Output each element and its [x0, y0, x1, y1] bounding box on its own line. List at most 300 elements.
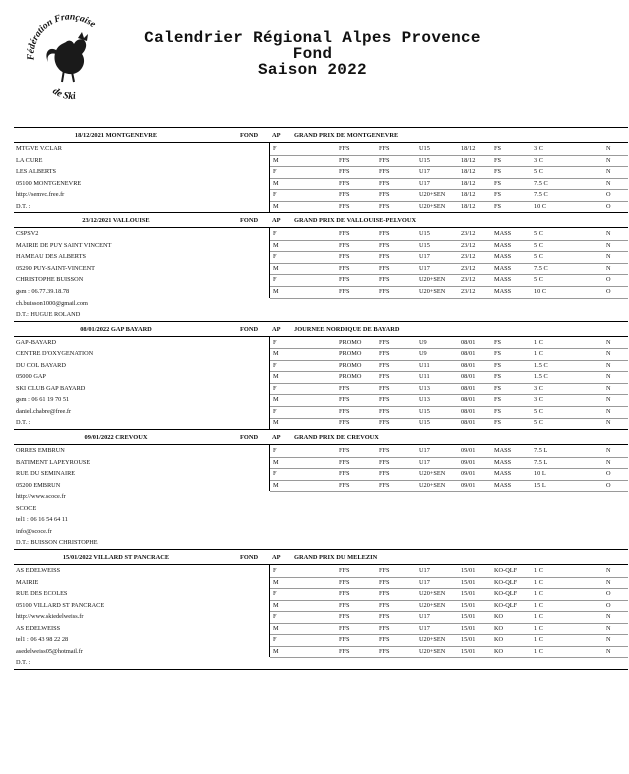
event-header	[14, 549, 628, 565]
row-divider	[270, 166, 628, 167]
race-format: FS	[494, 338, 502, 346]
race-federation: FFS	[379, 601, 390, 609]
race-date: 15/01	[461, 636, 476, 644]
race-level: FFS	[339, 179, 350, 187]
table-row	[14, 565, 628, 577]
row-divider	[270, 600, 628, 601]
race-distance: 5 C	[534, 230, 543, 238]
organizer-info: MAIRIE DE PUY SAINT VINCENT	[16, 241, 112, 249]
race-format: MASS	[494, 253, 512, 261]
event-block	[14, 549, 628, 669]
event-rows	[14, 565, 628, 669]
row-divider	[270, 155, 628, 156]
race-federation: FFS	[379, 191, 390, 199]
table-row	[14, 286, 628, 298]
race-distance: 5 C	[534, 407, 543, 415]
table-row	[14, 657, 628, 669]
race-federation: FFS	[379, 202, 390, 210]
race-federation: FFS	[379, 407, 390, 415]
race-category: U20+SEN	[419, 636, 446, 644]
race-sex: F	[273, 276, 277, 284]
table-row	[14, 445, 628, 457]
race-federation: FFS	[379, 338, 390, 346]
rooster-emblem-icon	[24, 10, 114, 100]
race-format: KO-QLF	[494, 566, 518, 574]
organizer-info: http://www.skiedelweiss.fr	[16, 613, 84, 621]
race-flag: N	[606, 407, 611, 415]
organizer-info: SKI CLUB GAP BAYARD	[16, 384, 86, 392]
event-discipline: FOND	[240, 132, 259, 139]
race-level: FFS	[339, 601, 350, 609]
race-level: FFS	[339, 636, 350, 644]
race-category: U17	[419, 624, 430, 632]
organizer-info: D.T. :	[16, 659, 31, 667]
race-federation: FFS	[379, 447, 390, 455]
race-level: PROMO	[339, 361, 362, 369]
table-row	[14, 143, 628, 155]
table-row	[14, 383, 628, 395]
race-format: FS	[494, 202, 502, 210]
table-row	[14, 588, 628, 600]
race-level: PROMO	[339, 338, 362, 346]
race-date: 18/12	[461, 191, 476, 199]
race-flag: N	[606, 168, 611, 176]
organizer-info: info@scoce.fr	[16, 527, 52, 535]
race-flag: N	[606, 373, 611, 381]
race-date: 23/12	[461, 264, 476, 272]
race-sex: F	[273, 613, 277, 621]
race-flag: N	[606, 578, 611, 586]
race-sex: M	[273, 202, 279, 210]
table-row	[14, 360, 628, 372]
table-row	[14, 611, 628, 623]
race-level: FFS	[339, 396, 350, 404]
event-block	[14, 128, 628, 212]
race-date: 18/12	[461, 179, 476, 187]
race-flag: N	[606, 338, 611, 346]
race-level: FFS	[339, 288, 350, 296]
calendar-table	[14, 127, 628, 670]
race-category: U11	[419, 361, 430, 369]
race-distance: 1 C	[534, 566, 543, 574]
race-format: FS	[494, 361, 502, 369]
race-sex: M	[273, 647, 279, 655]
race-format: FS	[494, 407, 502, 415]
race-federation: FFS	[379, 384, 390, 392]
race-category: U17	[419, 264, 430, 272]
race-category: U17	[419, 578, 430, 586]
race-sex: F	[273, 191, 277, 199]
race-flag: N	[606, 230, 611, 238]
organizer-info: ch.buisson1000@gmail.com	[16, 299, 88, 307]
table-row	[14, 646, 628, 658]
race-format: KO	[494, 624, 504, 632]
organizer-info: MTGVE V.CLAR	[16, 145, 62, 152]
race-federation: FFS	[379, 361, 390, 369]
race-date: 18/12	[461, 168, 476, 176]
race-sex: M	[273, 458, 279, 466]
organizer-info: AS EDELWEISS	[16, 566, 61, 574]
race-flag: N	[606, 647, 611, 655]
race-distance: 3 C	[534, 145, 543, 152]
race-date: 15/01	[461, 590, 476, 598]
race-sex: F	[273, 361, 277, 369]
title-line-1: Calendrier Régional Alpes Provence	[144, 29, 481, 47]
race-distance: 5 C	[534, 168, 543, 176]
row-divider	[270, 418, 628, 419]
race-date: 08/01	[461, 350, 476, 358]
row-divider	[270, 588, 628, 589]
race-flag: N	[606, 458, 611, 466]
table-row	[14, 263, 628, 275]
race-date: 15/01	[461, 624, 476, 632]
race-level: FFS	[339, 156, 350, 164]
race-sex: M	[273, 578, 279, 586]
race-category: U20+SEN	[419, 276, 446, 284]
race-flag: N	[606, 361, 611, 369]
table-row	[14, 251, 628, 263]
race-category: U9	[419, 350, 427, 358]
race-date: 15/01	[461, 601, 476, 609]
event-date-place: 09/01/2022 CREVOUX	[84, 434, 148, 442]
organizer-info: 05100 VILLARD ST PANCRACE	[16, 601, 105, 609]
race-level: FFS	[339, 566, 350, 574]
race-level: FFS	[339, 191, 350, 199]
race-federation: FFS	[379, 253, 390, 261]
table-row	[14, 634, 628, 646]
race-category: U9	[419, 338, 427, 346]
race-federation: FFS	[379, 636, 390, 644]
race-date: 18/12	[461, 202, 476, 210]
race-level: FFS	[339, 145, 350, 152]
event-name: GRAND PRIX DE VALLOUISE-PELVOUX	[294, 217, 417, 225]
race-sex: M	[273, 373, 279, 381]
row-divider	[270, 468, 628, 469]
table-row	[14, 240, 628, 252]
race-distance: 10 C	[534, 202, 547, 210]
row-divider	[270, 394, 628, 395]
logo-text-top: Fédération Française	[25, 11, 98, 61]
table-row	[14, 371, 628, 383]
race-sex: M	[273, 350, 279, 358]
race-level: FFS	[339, 590, 350, 598]
event-header	[14, 429, 628, 445]
race-sex: M	[273, 241, 279, 249]
race-category: U20+SEN	[419, 191, 446, 199]
race-format: KO	[494, 647, 504, 655]
race-sex: F	[273, 447, 277, 455]
race-date: 08/01	[461, 361, 476, 369]
race-date: 08/01	[461, 396, 476, 404]
race-date: 08/01	[461, 407, 476, 415]
organizer-info: tel1 : 06 43 98 22 28	[16, 636, 69, 644]
race-federation: FFS	[379, 590, 390, 598]
race-format: FS	[494, 191, 502, 199]
title-line-2: Fond	[292, 45, 333, 63]
table-row	[14, 348, 628, 360]
table-row	[14, 480, 628, 492]
race-level: FFS	[339, 419, 350, 427]
table-row	[14, 178, 628, 190]
race-federation: FFS	[379, 481, 390, 489]
race-distance: 7.5 L	[534, 447, 548, 455]
race-format: FS	[494, 396, 502, 404]
race-sex: F	[273, 470, 277, 478]
race-date: 08/01	[461, 419, 476, 427]
race-level: FFS	[339, 168, 350, 176]
event-ap: AP	[272, 217, 281, 225]
race-format: FS	[494, 350, 502, 358]
organizer-info: http://semvc.free.fr	[16, 191, 65, 199]
row-divider	[270, 480, 628, 481]
table-row	[14, 274, 628, 286]
race-sex: F	[273, 253, 277, 261]
race-flag: O	[606, 470, 611, 478]
organizer-info: http://www.scoce.fr	[16, 493, 66, 501]
organizer-info: 05100 MONTGENEVRE	[16, 179, 82, 187]
race-flag: N	[606, 156, 611, 164]
race-date: 18/12	[461, 145, 476, 152]
race-format: MASS	[494, 230, 512, 238]
race-category: U15	[419, 241, 430, 249]
race-category: U17	[419, 168, 430, 176]
race-federation: FFS	[379, 396, 390, 404]
table-row	[14, 577, 628, 589]
race-category: U20+SEN	[419, 601, 446, 609]
event-date-place: 15/01/2022 VILLARD ST PANCRACE	[62, 553, 170, 561]
row-divider	[270, 634, 628, 635]
event-rows	[14, 143, 628, 212]
event-rows	[14, 445, 628, 549]
race-distance: 7.5 C	[534, 264, 548, 272]
event-block	[14, 321, 628, 429]
race-category: U15	[419, 230, 430, 238]
race-date: 09/01	[461, 447, 476, 455]
organizer-info: LES ALBERTS	[16, 168, 57, 176]
row-divider	[270, 646, 628, 647]
race-format: FS	[494, 384, 502, 392]
table-row	[14, 228, 628, 240]
row-divider	[270, 360, 628, 361]
event-discipline: FOND	[240, 217, 259, 225]
race-level: FFS	[339, 647, 350, 655]
race-federation: FFS	[379, 264, 390, 272]
race-sex: F	[273, 384, 277, 392]
race-distance: 3 C	[534, 384, 543, 392]
organizer-info: HAMEAU DES ALBERTS	[16, 253, 86, 261]
race-category: U15	[419, 156, 430, 164]
table-row	[14, 600, 628, 612]
race-level: PROMO	[339, 350, 362, 358]
race-flag: N	[606, 624, 611, 632]
race-sex: M	[273, 601, 279, 609]
race-category: U17	[419, 253, 430, 261]
race-format: FS	[494, 179, 502, 187]
race-format: KO-QLF	[494, 578, 518, 586]
table-row	[14, 309, 628, 321]
race-category: U15	[419, 407, 430, 415]
race-distance: 1.5 C	[534, 373, 548, 381]
race-federation: FFS	[379, 647, 390, 655]
race-sex: M	[273, 179, 279, 187]
race-level: FFS	[339, 230, 350, 238]
race-sex: F	[273, 338, 277, 346]
race-date: 23/12	[461, 288, 476, 296]
race-format: FS	[494, 419, 502, 427]
race-format: MASS	[494, 241, 512, 249]
event-name: GRAND PRIX DE CREVOUX	[294, 434, 379, 442]
race-federation: FFS	[379, 288, 390, 296]
table-row	[14, 189, 628, 201]
race-flag: N	[606, 566, 611, 574]
race-distance: 15 L	[534, 481, 546, 489]
race-level: FFS	[339, 613, 350, 621]
race-category: U15	[419, 145, 430, 152]
table-row	[14, 514, 628, 526]
table-row	[14, 201, 628, 213]
race-flag: O	[606, 202, 611, 210]
event-header	[14, 212, 628, 228]
race-format: KO	[494, 636, 504, 644]
row-divider	[270, 491, 628, 492]
event-ap: AP	[272, 132, 281, 139]
organizer-info: D.T. :	[16, 419, 31, 427]
event-discipline: FOND	[240, 325, 259, 333]
event-name: GRAND PRIX DU MELEZIN	[294, 553, 378, 561]
page-title	[120, 30, 505, 78]
event-ap: AP	[272, 325, 281, 333]
race-category: U15	[419, 419, 430, 427]
race-distance: 5 C	[534, 253, 543, 261]
race-sex: F	[273, 590, 277, 598]
row-divider	[270, 457, 628, 458]
race-federation: FFS	[379, 624, 390, 632]
race-distance: 7.5 C	[534, 191, 548, 199]
race-level: PROMO	[339, 373, 362, 381]
race-sex: M	[273, 481, 279, 489]
race-level: FFS	[339, 447, 350, 455]
race-format: FS	[494, 156, 502, 164]
organizer-info: D.T. :	[16, 202, 31, 210]
event-block	[14, 212, 628, 320]
event-header	[14, 128, 628, 143]
organizer-info: 05200 EMBRUN	[16, 481, 61, 489]
row-divider	[270, 611, 628, 612]
race-format: MASS	[494, 458, 512, 466]
organizer-info: tel1 : 06 16 54 64 11	[16, 516, 68, 524]
race-date: 23/12	[461, 241, 476, 249]
race-format: MASS	[494, 470, 512, 478]
organizer-info: D.T.: HUGUE ROLAND	[16, 311, 81, 319]
race-format: FS	[494, 168, 502, 176]
race-level: FFS	[339, 458, 350, 466]
race-category: U20+SEN	[419, 470, 446, 478]
race-sex: M	[273, 396, 279, 404]
organizer-info: LA CURE	[16, 156, 43, 164]
race-flag: O	[606, 276, 611, 284]
race-distance: 1 C	[534, 601, 543, 609]
race-level: FFS	[339, 276, 350, 284]
race-distance: 1 C	[534, 578, 543, 586]
race-level: FFS	[339, 470, 350, 478]
row-divider	[270, 263, 628, 264]
title-line-3: Saison 2022	[258, 61, 367, 79]
table-row	[14, 468, 628, 480]
table-row	[14, 503, 628, 515]
race-distance: 7.5 L	[534, 458, 548, 466]
race-format: MASS	[494, 481, 512, 489]
race-sex: M	[273, 288, 279, 296]
race-distance: 7.5 C	[534, 179, 548, 187]
table-row	[14, 537, 628, 549]
race-distance: 1 C	[534, 636, 543, 644]
race-date: 23/12	[461, 276, 476, 284]
race-level: FFS	[339, 578, 350, 586]
race-sex: M	[273, 624, 279, 632]
race-date: 08/01	[461, 373, 476, 381]
race-level: FFS	[339, 241, 350, 249]
race-date: 23/12	[461, 253, 476, 261]
race-flag: N	[606, 264, 611, 272]
race-format: MASS	[494, 276, 512, 284]
race-flag: N	[606, 636, 611, 644]
table-row	[14, 155, 628, 167]
ffs-logo	[24, 10, 114, 100]
race-level: FFS	[339, 202, 350, 210]
svg-text:de Ski	[50, 86, 76, 100]
organizer-info: D.T.: BUISSON CHRISTOPHE	[16, 539, 98, 547]
race-distance: 10 C	[534, 288, 547, 296]
organizer-info: daniel.chabre@free.fr	[16, 407, 72, 415]
race-flag: N	[606, 384, 611, 392]
race-distance: 5 C	[534, 419, 543, 427]
race-flag: N	[606, 241, 611, 249]
race-federation: FFS	[379, 350, 390, 358]
organizer-info: 05000 GAP	[16, 373, 46, 381]
organizer-info: CHRISTOPHE BUISSON	[16, 276, 84, 284]
event-block	[14, 429, 628, 549]
event-date-place: 18/12/2021 MONTGENEVRE	[74, 132, 158, 139]
race-sex: F	[273, 407, 277, 415]
table-row	[14, 337, 628, 349]
race-flag: N	[606, 145, 611, 152]
race-date: 15/01	[461, 613, 476, 621]
race-category: U17	[419, 179, 430, 187]
race-sex: M	[273, 419, 279, 427]
race-format: KO	[494, 613, 504, 621]
race-category: U20+SEN	[419, 481, 446, 489]
row-divider	[270, 251, 628, 252]
event-name: JOURNEE NORDIQUE DE BAYARD	[294, 325, 400, 333]
row-divider	[270, 383, 628, 384]
race-federation: FFS	[379, 373, 390, 381]
race-category: U13	[419, 384, 430, 392]
race-category: U17	[419, 566, 430, 574]
table-row	[14, 417, 628, 429]
race-federation: FFS	[379, 156, 390, 164]
race-format: MASS	[494, 447, 512, 455]
row-divider	[270, 298, 628, 299]
race-level: FFS	[339, 253, 350, 261]
race-federation: FFS	[379, 578, 390, 586]
event-rows	[14, 337, 628, 429]
event-rows	[14, 228, 628, 320]
race-date: 09/01	[461, 458, 476, 466]
race-format: KO-QLF	[494, 590, 518, 598]
event-date-place: 23/12/2021 VALLOUISE	[82, 217, 150, 225]
race-federation: FFS	[379, 168, 390, 176]
organizer-info: MAIRIE	[16, 578, 39, 586]
